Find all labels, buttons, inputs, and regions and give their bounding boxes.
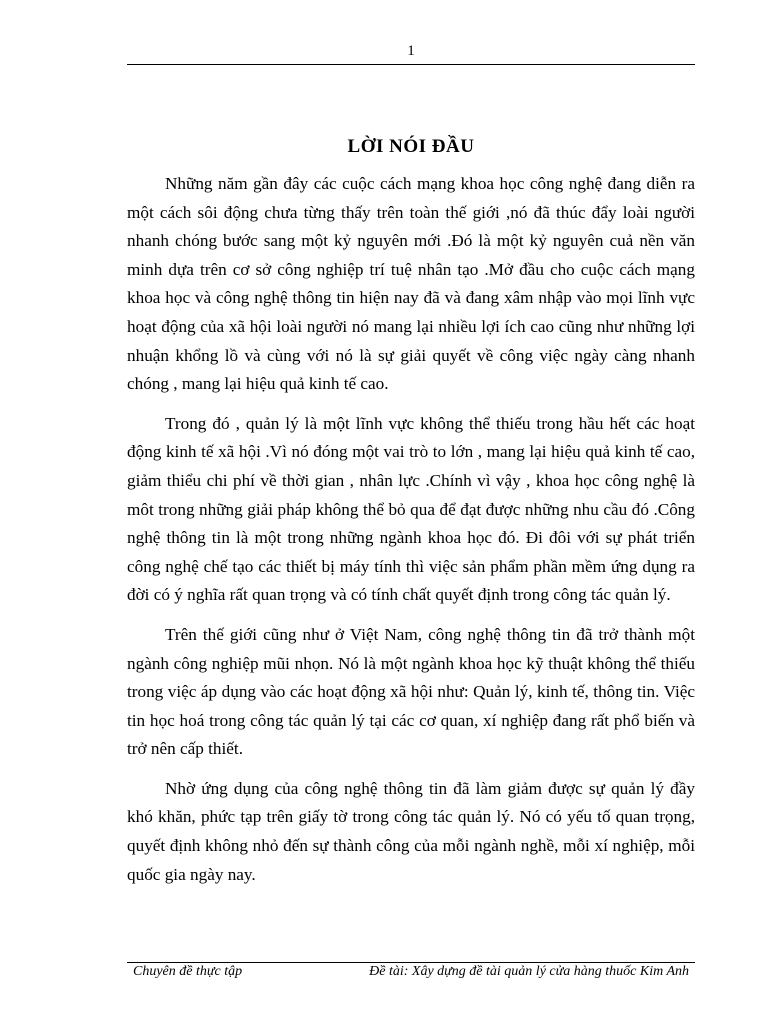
footer-rule <box>127 962 695 963</box>
header-rule <box>127 64 695 65</box>
footer-left-text: Chuyên đề thực tập <box>133 964 243 979</box>
paragraph: Trong đó , quản lý là một lĩnh vực không thể thiếu trong hầu hết các hoạt động kinh tế xã hội .Vì nó đóng một vai trò to lớn , mang lại hiệu quả kinh tế cao, giảm thiểu chi phí về thời gian , nhân lực .Chính vì vậy , khoa học công nghệ là môt trong những giải pháp không thể bỏ qua để đạt được những nhu cầu đó .Công nghệ thông tin là một trong những ngành khoa học đó. Đi đôi với sự phát triển công nghệ chế tạo các thiết bị máy tính thì việc sản phẩm phần mềm ứng dụng ra đời có ý nghĩa rất quan trọng và có tính chất quyết định trong công tác quản lý. <box>127 413 695 605</box>
paragraph: Những năm gần đây các cuộc cách mạng khoa học công nghệ đang diễn ra một cách sôi động chưa từng thấy trên toàn thế giới ,nó đã thúc đẩy loài người nhanh chóng bước sang một kỷ nguyên mới .Đó là một kỷ nguyên cuả nền văn minh dựa trên cơ sở công nghiệp trí tuệ nhân tạo .Mở đầu cho cuộc cách mạng khoa học và công nghệ thông tin hiện nay đã và đang xâm nhập vào mọi lĩnh vực hoạt động của xã hội loài người nó mang lại nhiều lợi ích cao cũng như những lợi nhuận khổng lồ và cùng với nó là sự giải quyết về công việc ngày càng nhanh chóng , mang lại hiệu quả kinh tế cao. <box>127 174 695 394</box>
footer-right-text: Đề tài: Xây dựng đề tài quản lý cửa hàng thuốc Kim Anh <box>369 964 689 979</box>
page-number: 1 <box>407 43 415 59</box>
page-title: LỜI NÓI ĐẦU <box>347 136 475 157</box>
paragraph: Trên thế giới cũng như ở Việt Nam, công nghệ thông tin đã trở thành một ngành công nghiệp mũi nhọn. Nó là một ngành khoa học kỹ thuật không thể thiếu trong việc áp dụng vào các hoạt động xã hội như: Quản lý, kinh tế, thông tin. Việc tin học hoá trong công tác quản lý tại các cơ quan, xí nghiệp đang rất phổ biến và trở nên cấp thiết. <box>127 624 695 759</box>
document-body <box>127 170 695 900</box>
paragraph: Nhờ ứng dụng của công nghệ thông tin đã làm giảm được sự quản lý đầy khó khăn, phức tạp trên giấy tờ trong công tác quản lý. Nó có yếu tố quan trọng, quyết định không nhỏ đến sự thành công của mỗi ngành nghề, mỗi xí nghiệp, mỗi quốc gia ngày nay. <box>127 778 695 884</box>
